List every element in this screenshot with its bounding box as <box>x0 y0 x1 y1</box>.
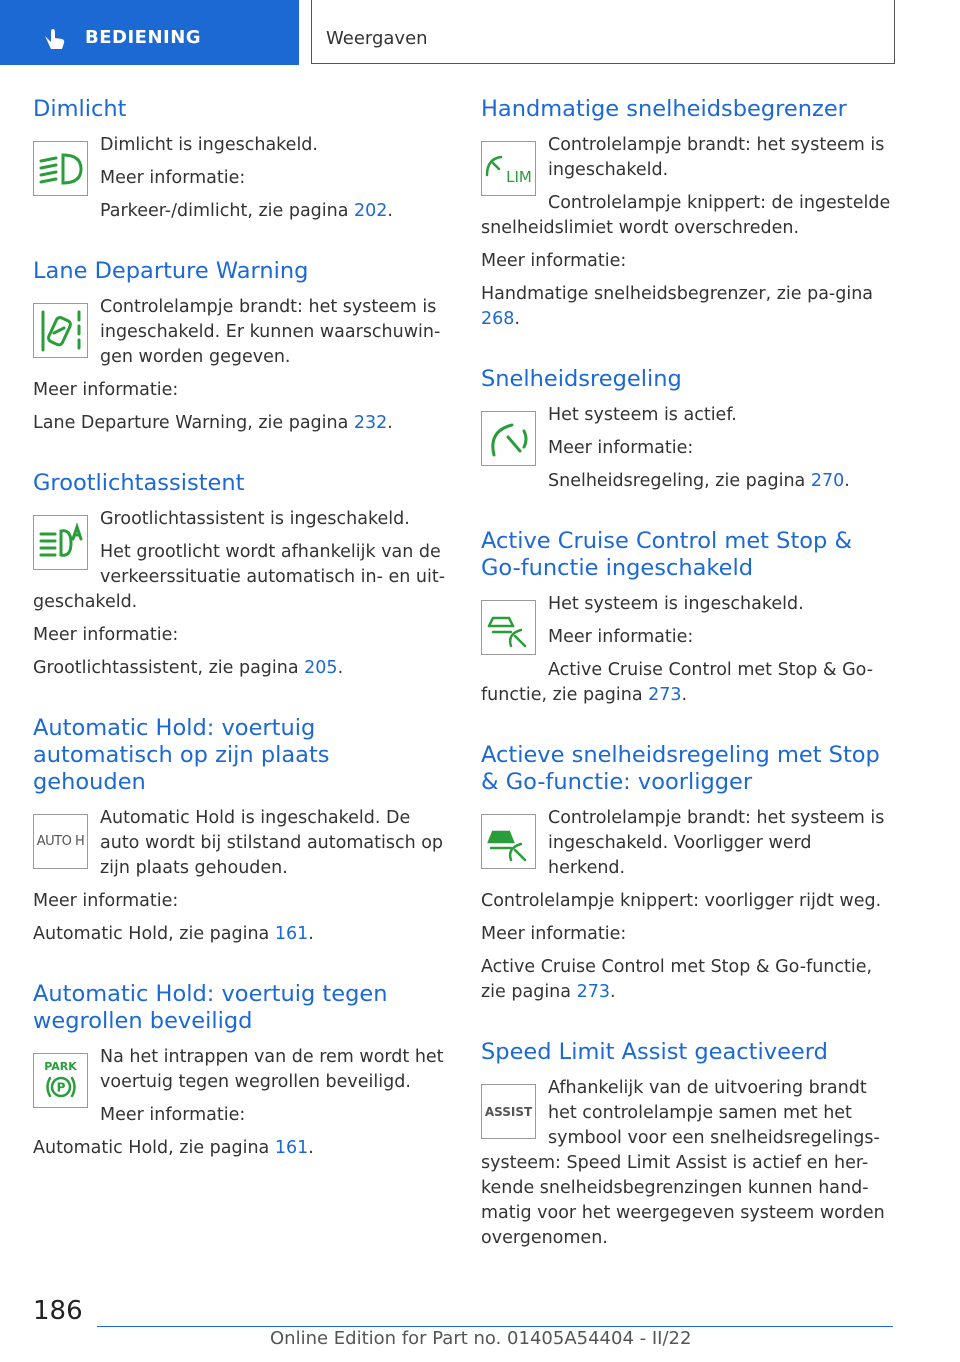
section-title: Lane Departure Warning <box>33 258 309 284</box>
section-title: Dimlicht <box>33 96 127 122</box>
hand-pointer-icon <box>42 28 66 50</box>
section-title: Snelheidsregeling <box>481 366 682 392</box>
svg-text:LIM: LIM <box>505 167 532 186</box>
reference: Snelheidsregeling, zie pagina 270. <box>548 471 850 491</box>
header-section-label: BEDIENING <box>85 27 202 48</box>
reference: Handmatige snelheidsbegrenzer, zie pa-gina 268. <box>481 284 874 329</box>
reference: Lane Departure Warning, zie pagina 232. <box>33 413 393 433</box>
auto-hold-icon: AUTO H <box>33 814 88 869</box>
header-topic-box <box>311 0 895 64</box>
vehicle-ahead-icon <box>481 814 536 869</box>
speed-limit-assist-icon: ASSIST <box>481 1084 536 1139</box>
section-dimlicht: Dimlicht Dimlicht is ingeschakeld. Meer informatie: Parkeer-/dimlicht, zie pagina 202. <box>33 96 446 232</box>
section-speed-limit-assist: Speed Limit Assist geactiveerd ASSIST Afhankelijk van de uitvoering brandt het controlelampje samen met het symbool voor een snelheidsregelings-systeem: Speed Limit Assist is actief en her-kende snelheidsbegrenzingen kunnen hand-matig voor het weergegeven systeem worden overgenomen. <box>481 1039 894 1259</box>
section-automatic-hold-active: Automatic Hold: voertuig automatisch op zijn plaats gehouden AUTO H Automatic Hold is ingeschakeld. De auto wordt bij stilstand automatisch op zijn plaats gehouden. Meer informatie: Automatic Hold, zie pagina 161. <box>33 715 446 955</box>
section-title: Active Cruise Control met Stop & Go-functie ingeschakeld <box>481 528 853 581</box>
svg-text:P: P <box>56 1080 65 1094</box>
header-topic-label: Weergaven <box>326 28 428 49</box>
speed-limiter-icon <box>481 141 536 196</box>
section-acc-voorligger: Actieve snelheidsregeling met Stop & Go-functie: voorligger Controlelampje brandt: het systeem is ingeschakeld. Voorligger werd herkend. Controlelampje knippert: voorligger rijdt weg. Meer informatie: Active Cruise Control met Stop & Go-functie, zie pagina 273. <box>481 742 894 1013</box>
page-number: 186 <box>33 1296 83 1326</box>
section-title: Grootlichtassistent <box>33 470 245 496</box>
right-column <box>481 96 894 1285</box>
section-title: Handmatige snelheidsbegrenzer <box>481 96 847 122</box>
active-cruise-control-icon <box>481 600 536 655</box>
reference: Active Cruise Control met Stop & Go-functie, zie pagina 273. <box>481 660 874 705</box>
high-beam-assistant-icon <box>33 515 88 570</box>
page-link[interactable]: 161 <box>274 924 309 944</box>
reference: Automatic Hold, zie pagina 161. <box>33 1138 314 1158</box>
section-grootlichtassistent: Grootlichtassistent Grootlichtassistent is ingeschakeld. Het grootlicht wordt afhankelijk van de verkeerssituatie automatisch in- en uit-geschakeld. Meer informatie: Grootlichtassistent, zie pagina 205. <box>33 470 446 689</box>
left-column <box>33 96 446 1195</box>
section-title: Automatic Hold: voertuig automatisch op zijn plaats gehouden <box>33 715 330 795</box>
page-link[interactable]: 273 <box>576 982 610 1002</box>
reference: Grootlichtassistent, zie pagina 205. <box>33 658 344 678</box>
section-title: Actieve snelheidsregeling met Stop & Go-functie: voorligger <box>481 742 880 795</box>
section-snelheidsregeling: Snelheidsregeling Het systeem is actief. Meer informatie: Snelheidsregeling, zie pagina 270. <box>481 366 894 502</box>
cruise-control-icon <box>481 411 536 466</box>
reference: Automatic Hold, zie pagina 161. <box>33 924 314 944</box>
page-link[interactable]: 268 <box>481 309 515 329</box>
page-link[interactable]: 205 <box>304 658 338 678</box>
park-brake-icon: PARK P <box>33 1053 88 1108</box>
page-link[interactable]: 273 <box>648 685 682 705</box>
reference: Parkeer-/dimlicht, zie pagina 202. <box>100 201 393 221</box>
reference: Active Cruise Control met Stop & Go-functie, zie pagina 273. <box>481 957 873 1002</box>
page-link[interactable]: 161 <box>274 1138 309 1158</box>
section-lane-departure-warning: Lane Departure Warning Controlelampje brandt: het systeem is ingeschakeld. Er kunnen waarschuwin-gen worden gegeven. Meer informatie: Lane Departure Warning, zie pagina 232. <box>33 258 446 444</box>
low-beam-icon <box>33 141 88 196</box>
footer-edition: Online Edition for Part no. 01405A54404 - II/22 <box>270 1328 692 1349</box>
section-handmatige-snelheidsbegrenzer: Handmatige snelheidsbegrenzer LIM Controlelampje brandt: het systeem is ingeschakeld. Controlelampje knippert: de ingestelde snelheidslimiet wordt overschreden. Meer informatie: Handmatige snelheidsbegrenzer, zie pa-gina 268. <box>481 96 894 340</box>
page-link[interactable]: 202 <box>354 201 388 221</box>
page-link[interactable]: 232 <box>353 413 388 433</box>
page-link[interactable]: 270 <box>810 471 845 491</box>
footer-divider <box>97 1326 893 1327</box>
section-automatic-hold-roll-protect: Automatic Hold: voertuig tegen wegrollen beveiligd PARK P Na het intrappen van de rem wordt het voertuig tegen wegrollen beveiligd. Meer informatie: Automatic Hold, zie pagina 161. <box>33 981 446 1169</box>
lane-departure-icon <box>33 303 88 358</box>
section-title: Speed Limit Assist geactiveerd <box>481 1039 828 1065</box>
section-title: Automatic Hold: voertuig tegen wegrollen beveiligd <box>33 981 388 1034</box>
header-section-tab <box>0 0 299 65</box>
section-active-cruise-control: Active Cruise Control met Stop & Go-functie ingeschakeld Het systeem is ingeschakeld. Meer informatie: Active Cruise Control met Stop & Go-functie, zie pagina 273. <box>481 528 894 716</box>
